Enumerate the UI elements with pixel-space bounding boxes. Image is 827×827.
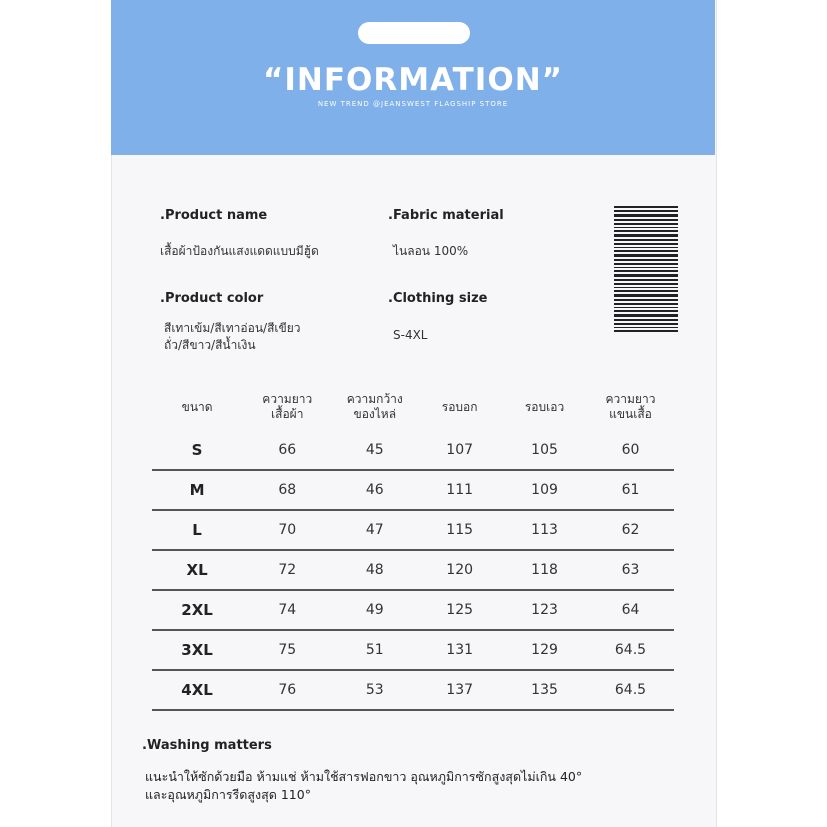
chest-cell: 125 — [417, 590, 502, 630]
size-table-header-row — [152, 383, 674, 431]
product-color-value-line2: ถั่ว/สีขาว/สีน้ำเงิน — [164, 338, 256, 352]
size-cell: 2XL — [152, 590, 242, 630]
shoulder-cell: 49 — [332, 590, 417, 630]
washing-label: .Washing matters — [142, 738, 272, 753]
product-name-label: .Product name — [160, 208, 268, 223]
product-color-value-line1: สีเทาเข้ม/สีเทาอ่อน/สีเขียว — [164, 321, 301, 335]
fabric-label: .Fabric material — [388, 208, 504, 223]
chest-cell: 111 — [417, 470, 502, 510]
table-row — [152, 510, 674, 550]
header-waist: รอบเอว — [524, 399, 565, 414]
waist-cell: 129 — [502, 630, 587, 670]
waist-cell: 109 — [502, 470, 587, 510]
length-cell: 76 — [242, 670, 332, 710]
barcode-icon — [614, 206, 678, 340]
length-cell: 74 — [242, 590, 332, 630]
size-cell: S — [152, 431, 242, 470]
sleeve-cell: 61 — [587, 470, 674, 510]
shoulder-cell: 51 — [332, 630, 417, 670]
size-cell: 3XL — [152, 630, 242, 670]
chest-cell: 115 — [417, 510, 502, 550]
length-cell: 75 — [242, 630, 332, 670]
table-row — [152, 590, 674, 630]
header-shoulder-width: ความกว้าง ของไหล่ — [346, 392, 403, 421]
length-cell: 70 — [242, 510, 332, 550]
waist-cell: 113 — [502, 510, 587, 550]
washing-line1: แนะนำให้ซักด้วยมือ ห้ามแช่ ห้ามใช้สารฟอกขาว อุณหภูมิการซักสูงสุดไม่เกิน 40° — [145, 769, 583, 784]
fabric-value: ไนลอน 100% — [393, 244, 469, 258]
shoulder-cell: 47 — [332, 510, 417, 550]
size-cell: XL — [152, 550, 242, 590]
header-size: ขนาด — [181, 399, 213, 414]
product-name-value: เสื้อผ้าป้องกันแสงแดดแบบมีฮู้ด — [160, 244, 319, 258]
header-garment-length: ความยาว เสื้อผ้า — [262, 392, 313, 421]
clothing-size-label: .Clothing size — [388, 291, 488, 306]
shoulder-cell: 45 — [332, 431, 417, 470]
table-row — [152, 431, 674, 470]
sleeve-cell: 64.5 — [587, 670, 674, 710]
shoulder-cell: 48 — [332, 550, 417, 590]
length-cell: 72 — [242, 550, 332, 590]
length-cell: 66 — [242, 431, 332, 470]
table-row — [152, 630, 674, 670]
sleeve-cell: 63 — [587, 550, 674, 590]
size-cell: M — [152, 470, 242, 510]
table-row — [152, 550, 674, 590]
waist-cell: 135 — [502, 670, 587, 710]
waist-cell: 118 — [502, 550, 587, 590]
sleeve-cell: 64 — [587, 590, 674, 630]
washing-line2: และอุณหภูมิการรีดสูงสุด 110° — [145, 787, 311, 802]
sleeve-cell: 64.5 — [587, 630, 674, 670]
header-sleeve-length: ความยาว แขนเสื้อ — [605, 392, 656, 421]
page-subtitle: NEW TREND @JEANSWEST FLAGSHIP STORE — [317, 100, 509, 108]
size-cell: 4XL — [152, 670, 242, 710]
size-cell: L — [152, 510, 242, 550]
table-row — [152, 670, 674, 710]
chest-cell: 137 — [417, 670, 502, 710]
shoulder-cell: 46 — [332, 470, 417, 510]
clothing-size-value: S-4XL — [393, 328, 428, 342]
waist-cell: 105 — [502, 431, 587, 470]
size-table — [152, 383, 674, 711]
hanger-tab — [358, 22, 470, 44]
chest-cell: 107 — [417, 431, 502, 470]
washing-instructions — [145, 768, 705, 804]
product-color-label: .Product color — [160, 291, 264, 306]
sleeve-cell: 62 — [587, 510, 674, 550]
sleeve-cell: 60 — [587, 431, 674, 470]
chest-cell: 131 — [417, 630, 502, 670]
chest-cell: 120 — [417, 550, 502, 590]
shoulder-cell: 53 — [332, 670, 417, 710]
waist-cell: 123 — [502, 590, 587, 630]
page-title: “INFORMATION” — [262, 62, 564, 98]
length-cell: 68 — [242, 470, 332, 510]
header-chest: รอบอก — [441, 399, 478, 414]
table-row — [152, 470, 674, 510]
